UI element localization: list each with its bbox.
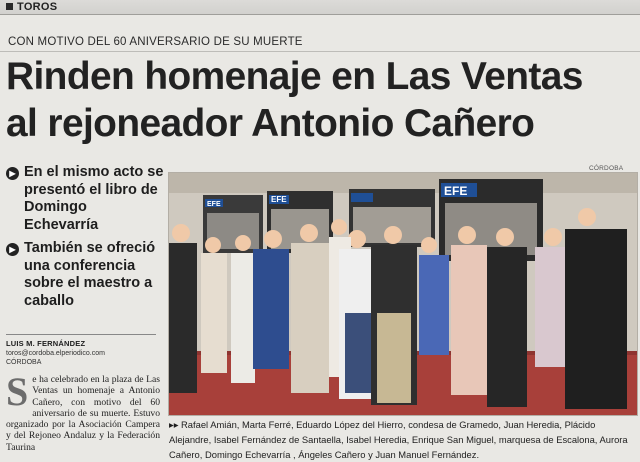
photo-credit: CÓRDOBA	[589, 165, 624, 172]
arrow-right-icon: ▶	[6, 167, 19, 180]
drop-cap: S	[6, 369, 29, 414]
article-body	[6, 369, 160, 453]
headline-line-1: Rinden homenaje en Las Ventas	[6, 55, 583, 98]
efe-label: EFE	[207, 201, 221, 208]
news-photo	[168, 172, 638, 416]
efe-label: EFE	[271, 195, 287, 204]
photo-caption	[169, 417, 637, 462]
summary-bullet-text: También se ofreció una conferencia sobre el maestro a caballo	[24, 240, 156, 309]
arrow-right-icon: ▶	[6, 243, 19, 256]
summary-bullet	[6, 240, 164, 310]
headline-line-2: al rejoneador Antonio Cañero	[6, 102, 535, 145]
section-label: TOROS	[17, 1, 58, 13]
summary-bullets	[6, 164, 164, 316]
kicker: CON MOTIVO DEL 60 ANIVERSARIO DE SU MUERTE	[8, 36, 303, 48]
author-name: LUIS M. FERNÁNDEZ	[6, 339, 86, 348]
section-square-icon	[6, 3, 13, 10]
author-city: CÓRDOBA	[6, 359, 42, 366]
section-bar	[0, 0, 640, 15]
efe-label: EFE	[444, 184, 468, 198]
byline-divider	[6, 334, 156, 335]
byline	[6, 334, 156, 366]
photo-illustration	[169, 173, 637, 415]
article-text: e ha celebrado en la plaza de Las Ventas un homenaje a Antonio Cañero, con motivo del 60 aniversario de su muerte. Estuvo organizado por la Asociación Campera y del Rejoneo Andaluz y la Federación Taurina	[6, 374, 160, 453]
caption-text: Rafael Amián, Marta Ferré, Eduardo López del Hierro, condesa de Gramedo, Juan Heredia, Plácido Alejandre, Isabel Fernández de Santaella, Isabel Heredia, Enrique San Miguel, marquesa de Escalona, Aurora Cañero, Domingo Echevarría , Ángeles Cañero y Juan Manuel Fernández.	[169, 419, 628, 460]
kicker-divider	[0, 51, 640, 52]
author-email: toros@cordoba.elperiodico.com	[6, 350, 105, 357]
summary-bullet	[6, 164, 164, 234]
summary-bullet-text: En el mismo acto se presentó el libro de Domingo Echevarría	[24, 164, 164, 233]
headline	[6, 53, 634, 147]
caption-marker: ▸▸	[169, 419, 179, 430]
